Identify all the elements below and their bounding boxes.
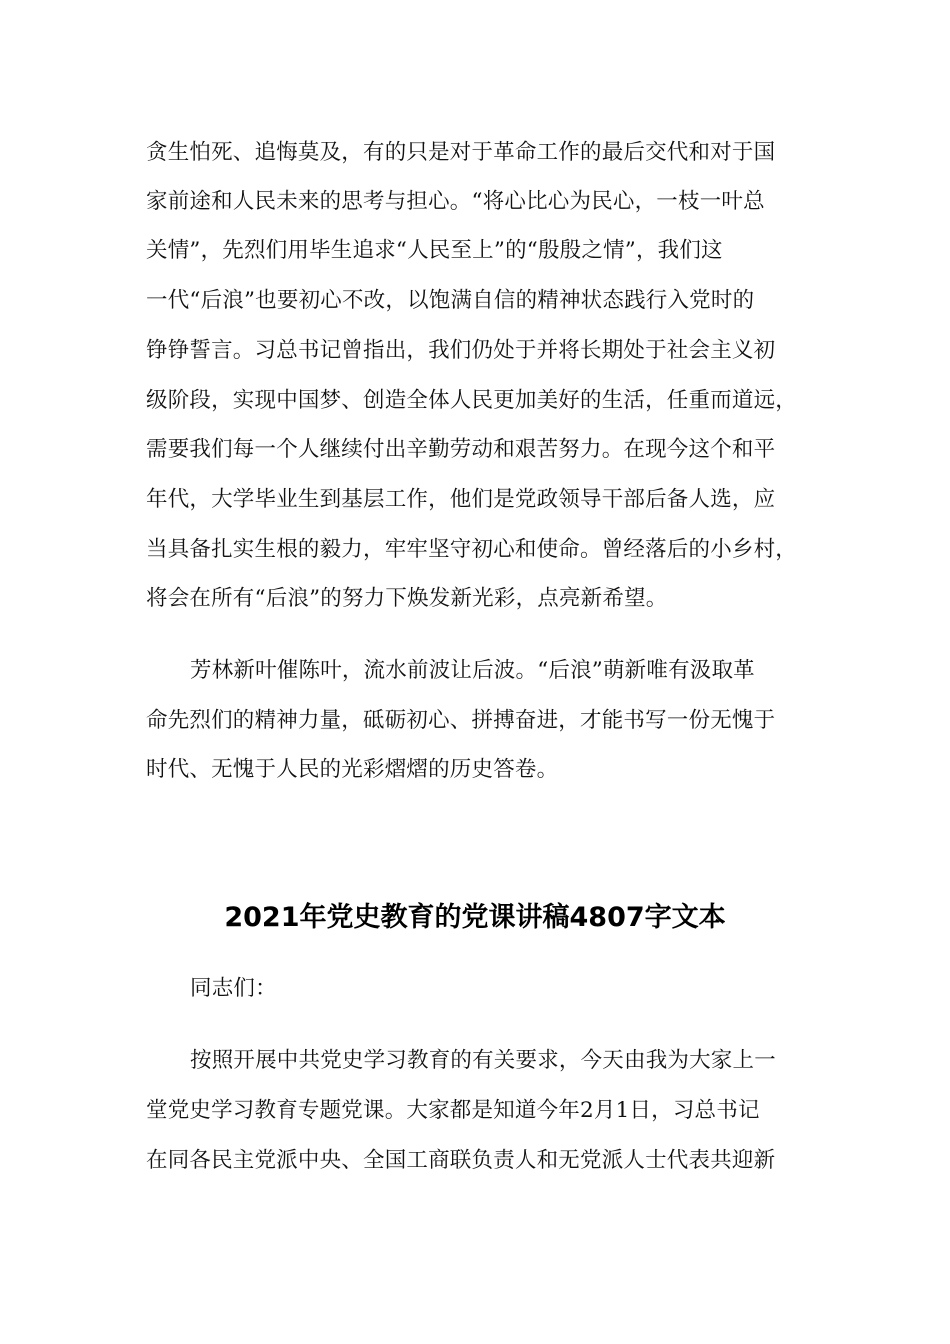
- paragraph-1-line-2: 家前途和人民未来的思考与担心。“将心比心为民心，一枝一叶总: [146, 189, 765, 214]
- salutation: 同志们：: [190, 976, 277, 1001]
- body-paragraph-line-3: 在同各民主党派中央、全国工商联负责人和无党派人士代表共迎新: [146, 1148, 776, 1173]
- paragraph-1-line-1: 贪生怕死、追悔莫及，有的只是对于革命工作的最后交代和对于国: [146, 140, 776, 165]
- paragraph-1-line-9: 当具备扎实生根的毅力，牢牢坚守初心和使命。曾经落后的小乡村，: [146, 537, 798, 562]
- paragraph-2-line-3: 时代、无愧于人民的光彩熠熠的历史答卷。: [146, 757, 559, 782]
- paragraph-2-line-2: 命先烈们的精神力量，砥砺初心、拼搏奋进，才能书写一份无愧于: [146, 708, 776, 733]
- paragraph-1-line-4: 一代“后浪”也要初心不改，以饱满自信的精神状态践行入党时的: [146, 288, 755, 313]
- paragraph-2-line-1: 芳林新叶催陈叶，流水前波让后波。“后浪”萌新唯有汲取革: [190, 658, 755, 683]
- document-title: 2021年党史教育的党课讲稿4807字文本: [224, 902, 726, 933]
- paragraph-1-line-7: 需要我们每一个人继续付出辛勤劳动和艰苦努力。在现今这个和平: [146, 437, 776, 462]
- paragraph-1-line-8: 年代，大学毕业生到基层工作，他们是党政领导干部后备人选，应: [146, 487, 776, 512]
- paragraph-1-line-3: 关情”，先烈们用毕生追求“人民至上”的“殷殷之情”，我们这: [146, 238, 723, 263]
- paragraph-1-line-6: 级阶段，实现中国梦、创造全体人民更加美好的生活，任重而道远，: [146, 388, 798, 413]
- paragraph-1-line-5: 铮铮誓言。习总书记曾指出，我们仍处于并将长期处于社会主义初: [146, 338, 776, 363]
- body-paragraph-line-2: 堂党史学习教育专题党课。大家都是知道今年2月1日，习总书记: [146, 1098, 760, 1123]
- paragraph-1-line-10: 将会在所有“后浪”的努力下焕发新光彩，点亮新希望。: [146, 586, 668, 611]
- body-paragraph-line-1: 按照开展中共党史学习教育的有关要求，今天由我为大家上一: [190, 1048, 776, 1073]
